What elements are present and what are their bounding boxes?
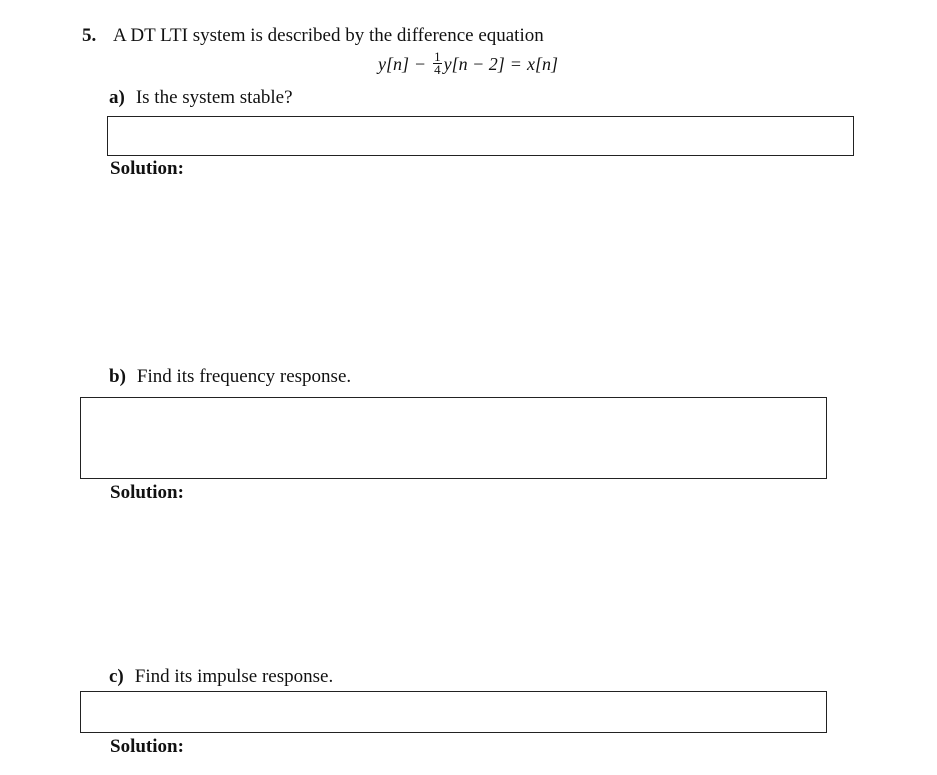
equation-term-x-n: x[n] <box>526 54 558 74</box>
fraction-denominator: 4 <box>434 62 441 77</box>
part-b-heading <box>109 366 351 388</box>
equation-term-y-n-minus-2: y[n − 2] <box>443 54 505 74</box>
difference-equation <box>378 49 558 77</box>
answer-box-c[interactable] <box>80 691 827 733</box>
part-a-label: a) <box>109 87 125 108</box>
part-c-question: Find its impulse response. <box>134 666 334 687</box>
problem-number: 5. <box>82 25 97 46</box>
equation-term-y-n: y[n] <box>378 54 409 74</box>
fraction-numerator: 1 <box>434 49 441 64</box>
solution-label-b: Solution: <box>110 482 184 503</box>
part-a-question: Is the system stable? <box>135 87 293 108</box>
part-b-label: b) <box>109 366 126 387</box>
problem-stem: A DT LTI system is described by the difference equation <box>113 25 544 46</box>
equation-equals: = <box>510 54 521 74</box>
answer-box-a[interactable] <box>107 116 854 156</box>
solution-label-c: Solution: <box>110 736 184 757</box>
equation-minus: − <box>415 54 426 74</box>
part-c-label: c) <box>109 666 124 687</box>
part-a-heading <box>109 87 293 109</box>
answer-box-b[interactable] <box>80 397 827 479</box>
equation-fraction <box>433 51 442 76</box>
part-b-question: Find its frequency response. <box>136 366 352 387</box>
solution-label-a: Solution: <box>110 158 184 179</box>
part-c-heading <box>109 666 333 688</box>
